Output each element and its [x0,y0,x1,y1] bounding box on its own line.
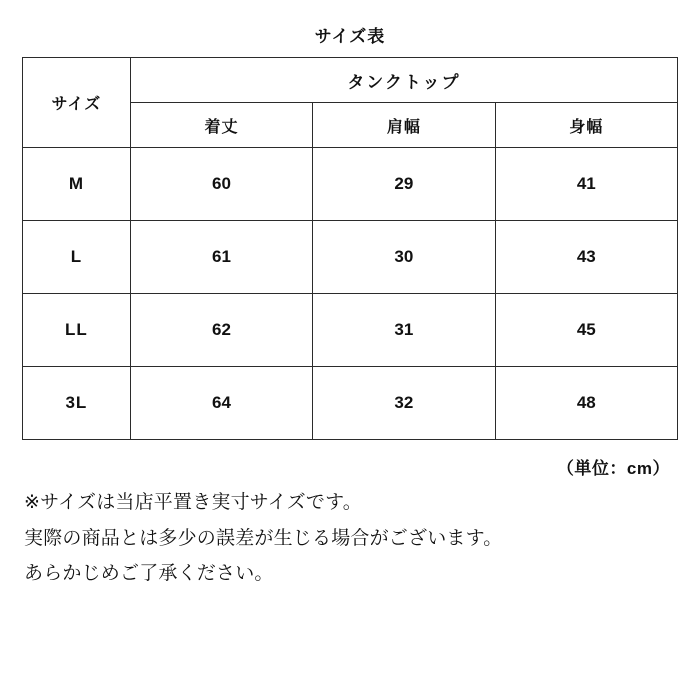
cell-value: 29 [313,148,495,221]
header-garment-group: タンクトップ [130,58,677,103]
cell-value: 64 [130,367,312,440]
cell-value: 30 [313,221,495,294]
cell-value: 60 [130,148,312,221]
row-size-label: M [23,148,131,221]
cell-value: 48 [495,367,677,440]
notes-block [0,479,700,588]
note-line: あらかじめご了承ください。 [24,563,274,585]
table-row [23,367,678,440]
header-size: サイズ [23,58,131,148]
table-header-row-group [23,58,678,103]
row-size-label: L [23,221,131,294]
header-column-1: 肩幅 [313,103,495,148]
row-size-label: 3L [23,367,131,440]
unit-note: （単位：cm） [556,459,670,478]
size-table-wrapper [0,57,700,440]
table-row [23,221,678,294]
size-table [22,57,678,440]
header-column-2: 身幅 [495,103,677,148]
note-line: ※サイズは当店平置き実寸サイズです。 [24,492,362,513]
cell-value: 62 [130,294,312,367]
cell-value: 41 [495,148,677,221]
cell-value: 43 [495,221,677,294]
cell-value: 61 [130,221,312,294]
table-row [23,294,678,367]
header-column-0: 着丈 [130,103,312,148]
table-row [23,148,678,221]
page-title: サイズ表 [314,27,386,46]
cell-value: 45 [495,294,677,367]
row-size-label: LL [23,294,131,367]
cell-value: 32 [313,367,495,440]
note-line: 実際の商品とは多少の誤差が生じる場合がございます。 [24,527,503,549]
cell-value: 31 [313,294,495,367]
